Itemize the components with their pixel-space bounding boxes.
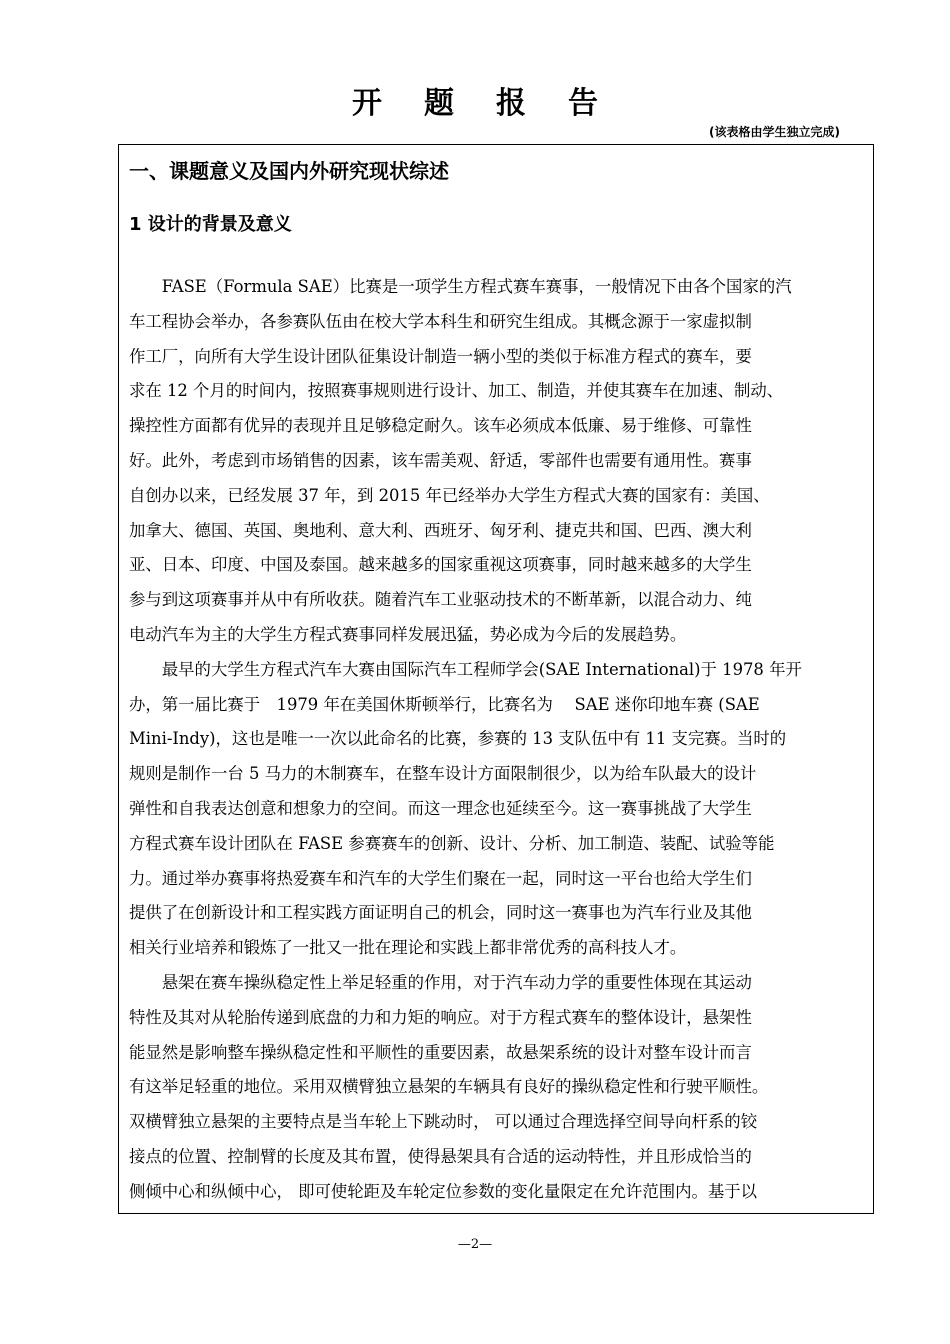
text-line: 作工厂，向所有大学生设计团队征集设计制造一辆小型的类似于标准方程式的赛车，要 <box>129 346 752 366</box>
form-note: (该表格由学生独立完成) <box>709 125 840 139</box>
text-line: 特性及其对从轮胎传递到底盘的力和力矩的响应。对于方程式赛车的整体设计，悬架性 <box>129 1007 752 1027</box>
text-line: 侧倾中心和纵倾中心， 即可使轮距及车轮定位参数的变化量限定在允许范围内。基于以 <box>129 1181 758 1201</box>
text-line: 参与到这项赛事并从中有所收获。随着汽车工业驱动技术的不断革新，以混合动力、纯 <box>129 590 752 610</box>
text-line: 自创办以来，已经发展 37 年，到 2015 年已经举办大学生方程式大赛的国家有：美国、 <box>129 485 770 505</box>
text-line: 操控性方面都有优异的表现并且足够稳定耐久。该车必须成本低廉、易于维修、可靠性 <box>129 416 752 436</box>
text-line: 提供了在创新设计和工程实践方面证明自己的机会，同时这一赛事也为汽车行业及其他 <box>129 903 752 923</box>
text-line: 能显然是影响整车操纵稳定性和平顺性的重要因素，故悬架系统的设计对整车设计而言 <box>129 1042 752 1062</box>
page-title: 开题报告 <box>352 86 640 121</box>
text-line: 办，第一届比赛于 1979 年在美国休斯顿举行，比赛名为 SAE 迷你印地车赛 (SAE <box>129 694 760 714</box>
report-frame <box>118 144 874 1214</box>
text-line: 力。通过举办赛事将热爱赛车和汽车的大学生们聚在一起，同时这一平台也给大学生们 <box>129 868 752 888</box>
text-line: Mini-Indy)，这也是唯一一次以此命名的比赛，参赛的 13 支队伍中有 11 支完赛。当时的 <box>129 729 787 749</box>
body-text <box>129 270 873 1210</box>
subsection-heading: 1 设计的背景及意义 <box>129 214 292 235</box>
text-line: 规则是制作一台 5 马力的木制赛车，在整车设计方面限制很少，以为给车队最大的设计 <box>129 764 757 784</box>
text-line: 好。此外，考虑到市场销售的因素，该车需美观、舒适，零部件也需要有通用性。赛事 <box>129 450 752 470</box>
text-line: 方程式赛车设计团队在 FASE 参赛赛车的创新、设计、分析、加工制造、装配、试验等能 <box>129 833 775 853</box>
section-heading: 一、课题意义及国内外研究现状综述 <box>129 159 449 183</box>
text-line: 悬架在赛车操纵稳定性上举足轻重的作用，对于汽车动力学的重要性体现在其运动 <box>129 972 752 992</box>
text-line: 车工程协会举办，各参赛队伍由在校大学本科生和研究生组成。其概念源于一家虚拟制 <box>129 311 752 331</box>
text-line: 弹性和自我表达创意和想象力的空间。而这一理念也延续至今。这一赛事挑战了大学生 <box>129 798 752 818</box>
text-line: 求在 12 个月的时间内，按照赛事规则进行设计、加工、制造，并使其赛车在加速、制动、 <box>129 381 784 401</box>
text-line: FASE（Formula SAE）比赛是一项学生方程式赛车赛事，一般情况下由各个国家的汽 <box>129 277 792 296</box>
page-number: —2— <box>457 1237 493 1252</box>
text-line: 相关行业培养和锻炼了一批又一批在理论和实践上都非常优秀的高科技人才。 <box>129 938 687 958</box>
text-line: 双横臂独立悬架的主要特点是当车轮上下跳动时， 可以通过合理选择空间导向杆系的铰 <box>129 1112 758 1132</box>
text-line: 亚、日本、印度、中国及泰国。越来越多的国家重视这项赛事，同时越来越多的大学生 <box>129 555 752 575</box>
text-line: 有这举足轻重的地位。采用双横臂独立悬架的车辆具有良好的操纵稳定性和行驶平顺性。 <box>129 1077 769 1097</box>
text-line: 加拿大、德国、英国、奥地利、意大利、西班牙、匈牙利、捷克共和国、巴西、澳大利 <box>129 520 752 540</box>
text-line: 接点的位置、控制臂的长度及其布置，使得悬架具有合适的运动特性，并且形成恰当的 <box>129 1146 752 1166</box>
text-line: 电动汽车为主的大学生方程式赛事同样发展迅猛，势必成为今后的发展趋势。 <box>129 624 687 644</box>
text-line: 最早的大学生方程式汽车大赛由国际汽车工程师学会(SAE International)于 1978 年开 <box>129 659 802 679</box>
